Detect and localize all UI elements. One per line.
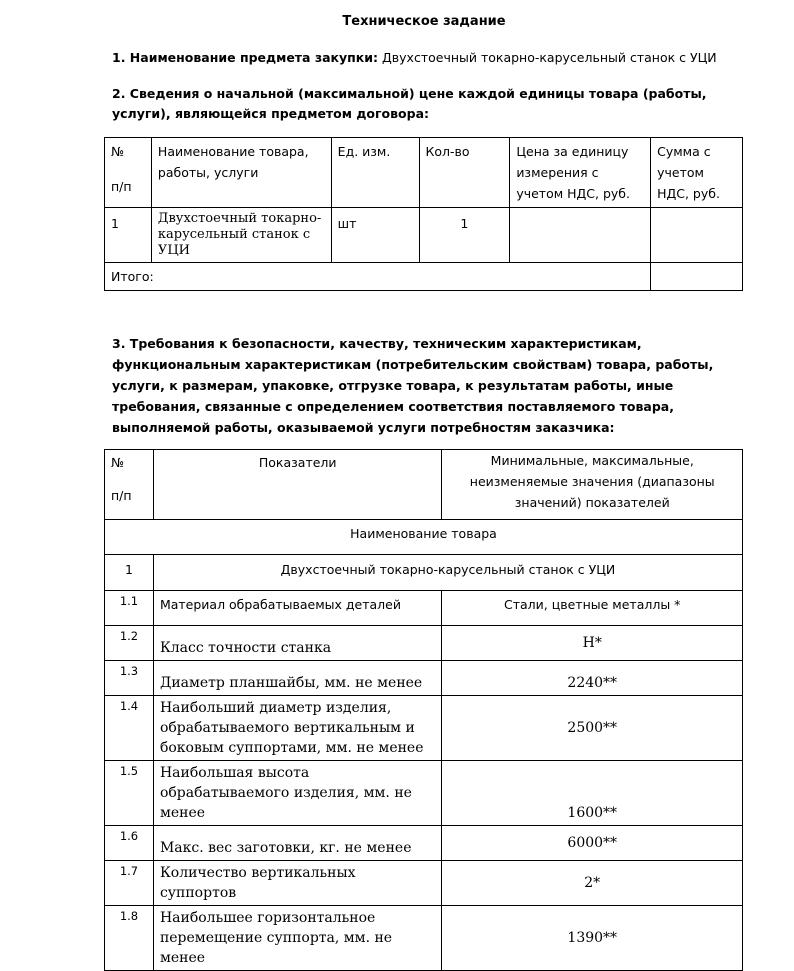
spec-param: Наибольший диаметр изделия, обрабатываемого вертикальным и боковым суппортами, мм. не менее [153,696,442,761]
spec-param: Класс точности станка [153,626,442,661]
spec-param: Макс. вес заготовки, кг. не менее [153,826,442,861]
row-price [510,208,651,263]
table-row [105,626,743,661]
spec-param: Наибольшее горизонтальное перемещение суппорта, мм. не менее [153,906,442,971]
spec-value: Стали, цветные металлы * [442,591,743,626]
row-sum [651,208,743,263]
table-row [105,761,743,826]
section-1-label: 1. Наименование предмета закупки: [112,50,379,65]
total-row [105,263,743,291]
spec-num: 1.3 [105,661,154,696]
header-num-bottom: п/п [111,179,132,194]
product-heading: Наименование товара [105,520,743,555]
spec-value: 2500** [442,696,743,761]
table-row [105,591,743,626]
table-row [105,906,743,971]
spec-header-num-bottom: п/п [111,488,132,503]
section-1 [112,50,717,65]
spec-table [104,449,743,971]
spec-header-num-top: № [111,455,125,470]
spec-num: 1.6 [105,826,154,861]
product-num: 1 [105,555,154,591]
spec-param: Материал обрабатываемых деталей [153,591,442,626]
row-unit: шт [331,208,419,263]
spec-num: 1.8 [105,906,154,971]
header-num [105,138,152,208]
spec-header-num [105,450,154,520]
spec-param: Диаметр планшайбы, мм. не менее [153,661,442,696]
section-2-heading: 2. Сведения о начальной (максимальной) цене каждой единицы товара (работы, услуги), являющейся предметом договора: [112,86,707,121]
table-row [105,661,743,696]
spec-num: 1.1 [105,591,154,626]
section-3-heading: 3. Требования к безопасности, качеству, техническим характеристикам, функциональным характеристикам (потребительским свойствам) товара, работы, услуги, к размерам, упаковке, отгрузке товара, к результатам работы, иные требования, связанные с определением соответствия поставляемого товара, выполняемой работы, оказываемой услуги потребностям заказчика: [112,336,714,435]
spec-num: 1.5 [105,761,154,826]
table-row [105,208,743,263]
spec-num: 1.4 [105,696,154,761]
row-qty: 1 [419,208,510,263]
total-value [651,263,743,291]
product-heading-row [105,520,743,555]
table-row [105,861,743,906]
table-row [105,696,743,761]
header-price: Цена за единицу измерения с учетом НДС, руб. [510,138,651,208]
price-table-header [105,138,743,208]
product-name: Двухстоечный токарно-карусельный станок с УЦИ [153,555,742,591]
spec-value: 1390** [442,906,743,971]
price-table [104,137,743,291]
header-name: Наименование товара, работы, услуги [151,138,331,208]
header-qty: Кол-во [419,138,510,208]
product-row [105,555,743,591]
spec-value: 2* [442,861,743,906]
header-unit: Ед. изм. [331,138,419,208]
row-name: Двухстоечный токарно-карусельный станок с УЦИ [151,208,331,263]
spec-param: Количество вертикальных суппортов [153,861,442,906]
spec-header-param: Показатели [153,450,442,520]
spec-num: 1.2 [105,626,154,661]
table-row [105,826,743,861]
total-label: Итого: [105,263,651,291]
header-num-top: № [111,144,125,159]
spec-value: Н* [442,626,743,661]
spec-value: 1600** [442,761,743,826]
spec-param: Наибольшая высота обрабатываемого изделия, мм. не менее [153,761,442,826]
spec-table-header [105,450,743,520]
row-num: 1 [105,208,152,263]
spec-num: 1.7 [105,861,154,906]
spec-value: 2240** [442,661,743,696]
document-title: Техническое задание [342,14,506,29]
spec-header-values: Минимальные, максимальные, неизменяемые значения (диапазоны значений) показателей [442,450,743,520]
section-1-value: Двухстоечный токарно-карусельный станок с УЦИ [382,50,717,65]
header-sum: Сумма с учетом НДС, руб. [651,138,743,208]
spec-value: 6000** [442,826,743,861]
